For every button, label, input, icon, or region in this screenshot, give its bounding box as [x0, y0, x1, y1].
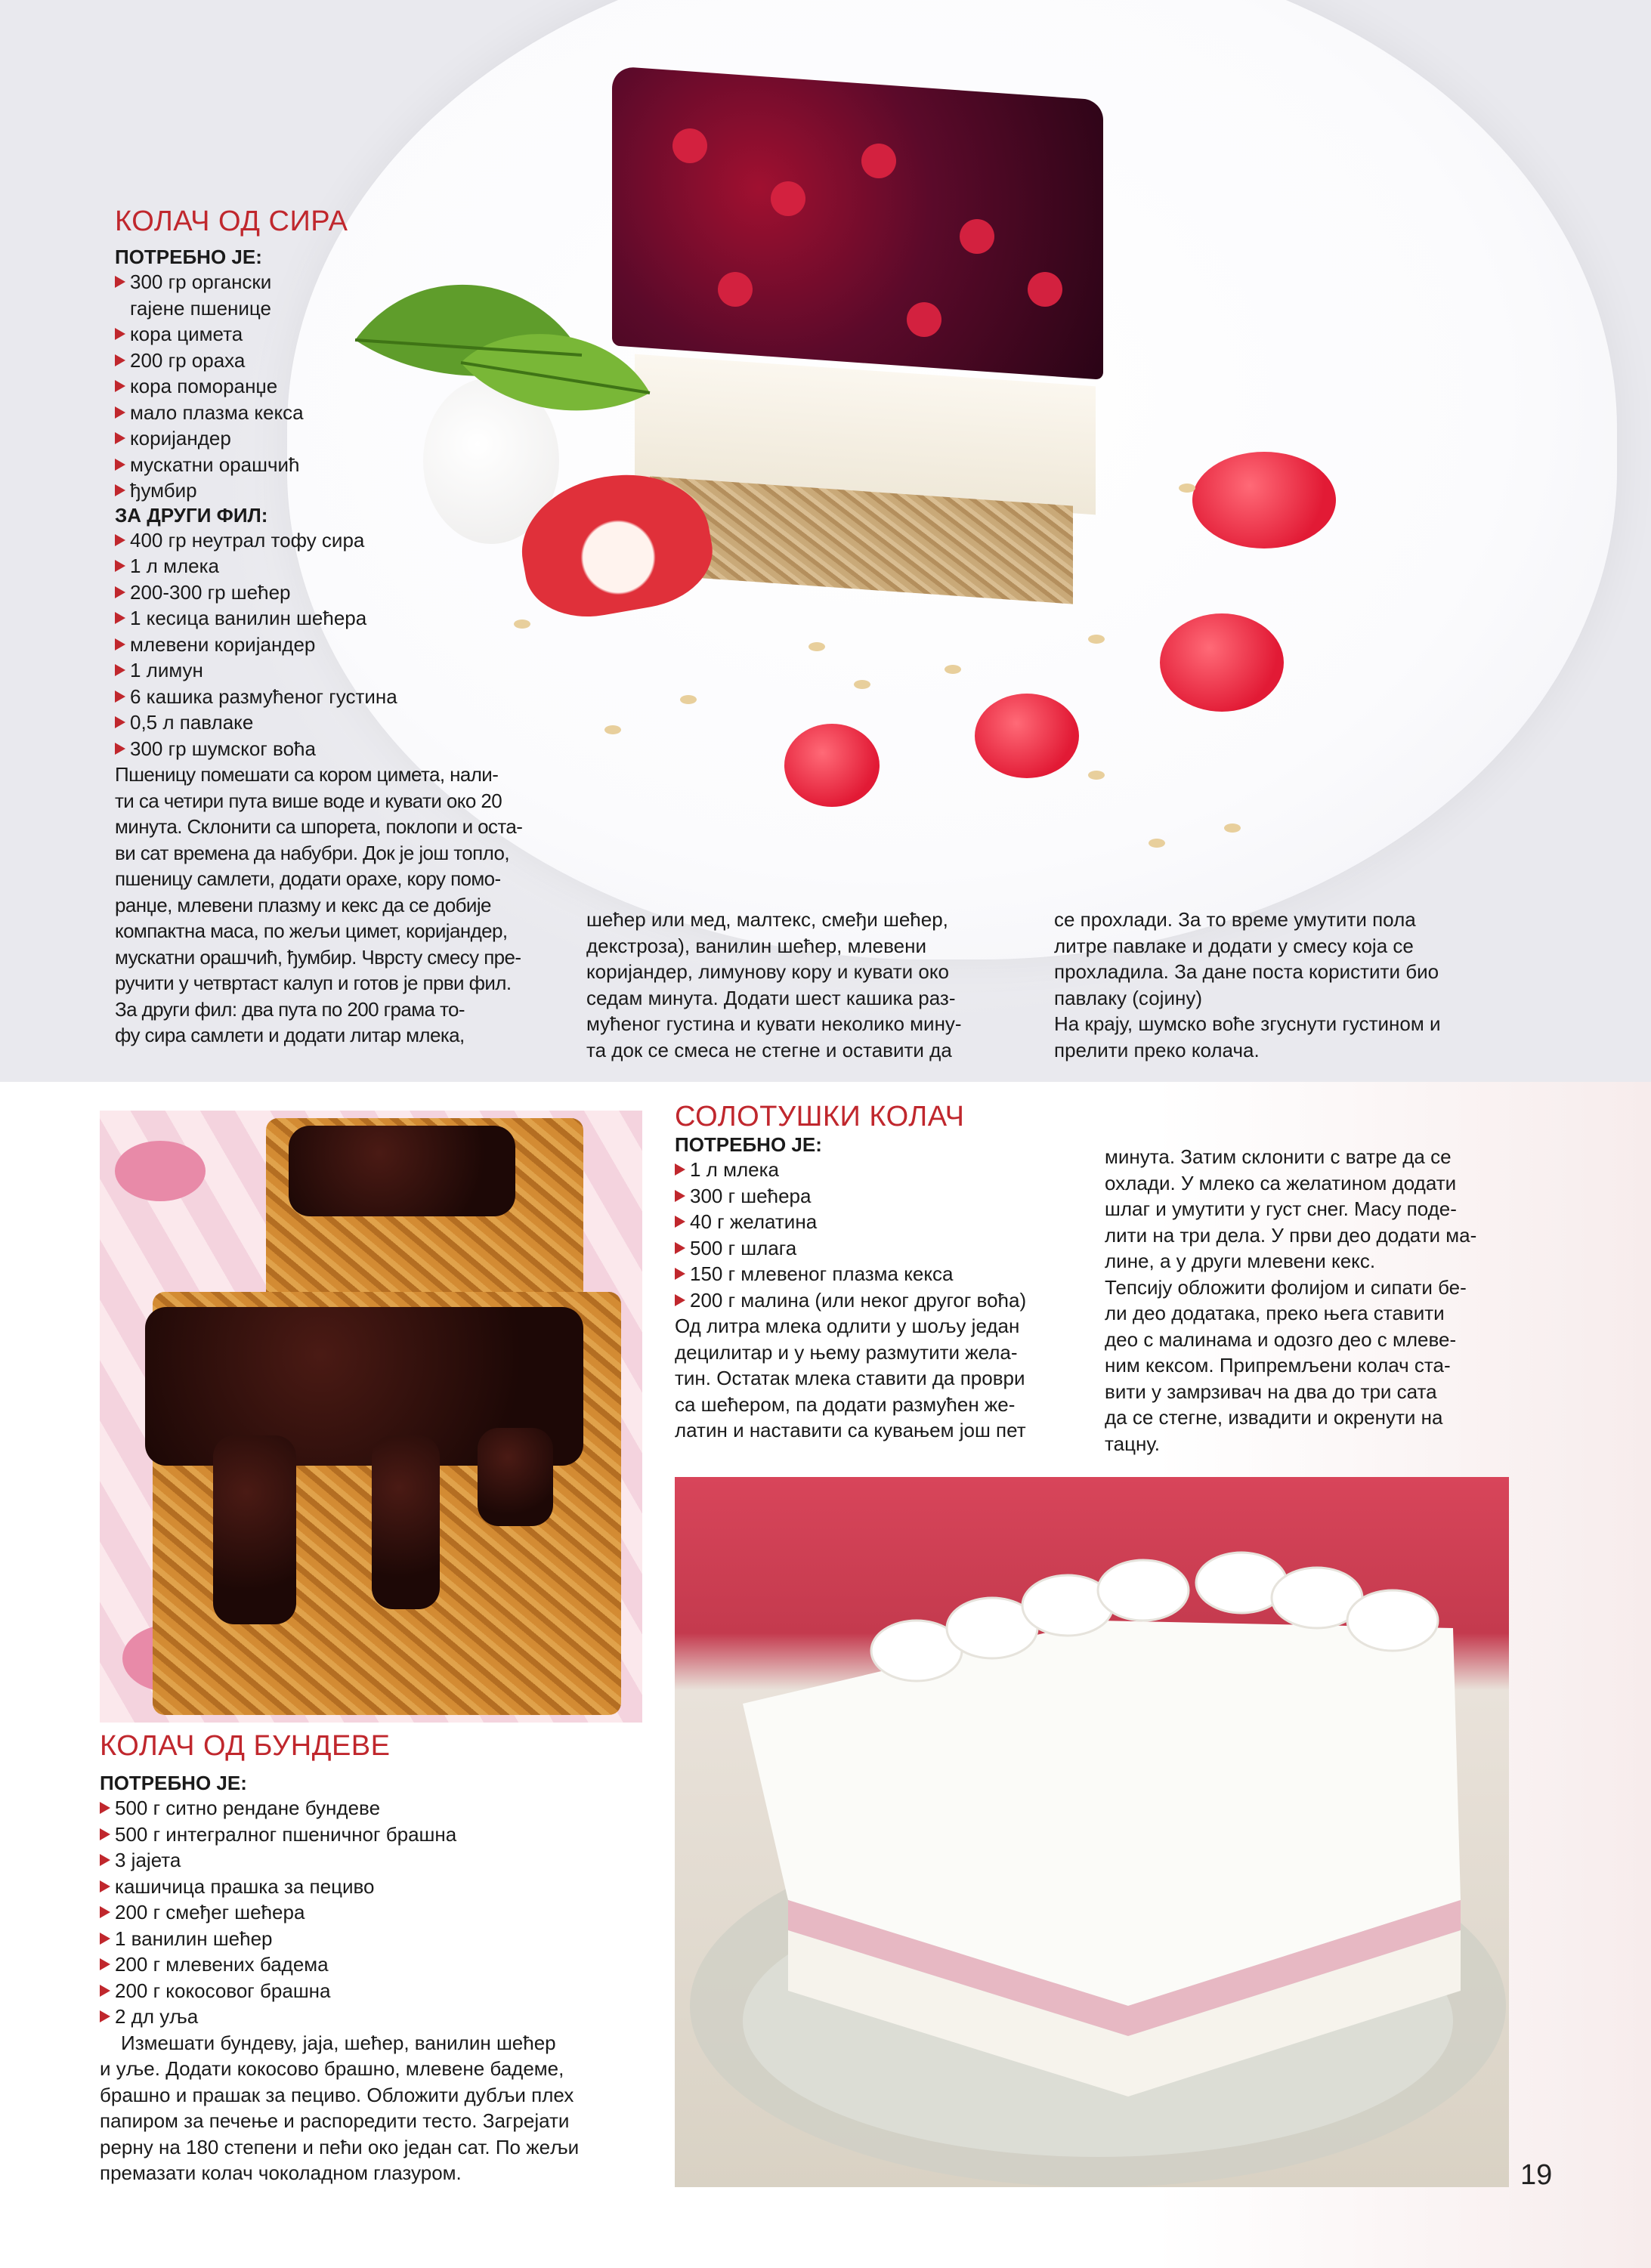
ingredient-list-second-filling [115, 527, 555, 762]
chocolate-drip [213, 1435, 296, 1624]
ingredient-item: мало плазма кекса [115, 400, 555, 426]
method-column-2: шећер или мед, малтекс, смеђи шећер, декстроза), ванилин шећер, млевени коријандер, лимунову кору и кувати око седам минута. Додати шест кашика раз- мућеног густина и кувати неколико мину- та док се смеса не стегне и оставити да [586, 908, 962, 1061]
pumpkin-cake-photo [100, 1111, 642, 1723]
chocolate-drip [478, 1428, 553, 1526]
berry [672, 128, 707, 163]
ingredient-item: 500 г интегралног пшеничног брашна [100, 1822, 644, 1848]
pine-nut [1149, 839, 1165, 848]
method-column-1: Од литра млека одлити у шољу један децилитар и у њему размутити жела- тин. Остатак млека ставити да проври са шећером, па додати размућен же- латин и наставити са кувањем још пет [675, 1315, 1026, 1441]
ingredient-item: 6 кашика размућеног густина [115, 684, 555, 710]
cake-illustration [675, 1477, 1509, 2187]
recipe-pumpkin-cake [100, 1730, 644, 2186]
berry [960, 219, 994, 254]
berry [718, 272, 753, 307]
berry-jelly-layer [612, 66, 1103, 379]
ingredient-item: ђумбир [115, 477, 555, 504]
ingredient-item: 1 л млека [675, 1157, 1077, 1183]
ingredient-item: 1 л млека [115, 553, 555, 579]
ingredient-item: 2 дл уља [100, 2004, 644, 2030]
pine-nut [808, 642, 825, 651]
ingredient-item: кора цимета [115, 321, 555, 348]
ingredient-item: коријандер [115, 425, 555, 452]
ingredient-item: 300 гр органски гајене пшенице [115, 269, 555, 321]
chocolate-glaze [289, 1126, 515, 1216]
ingredient-item: 400 гр неутрал тофу сира [115, 527, 555, 554]
raspberry-sauce-dot [784, 724, 880, 807]
ingredient-item: 500 г ситно рендане бундеве [100, 1795, 644, 1822]
ingredient-item: 1 лимун [115, 657, 555, 684]
ingredient-item: 3 јајета [100, 1847, 644, 1874]
pine-nut [604, 725, 621, 734]
method-text: Измешати бундеву, јаја, шећер, ванилин шећер и уље. Додати кокосово брашно, млевене бадеме, брашно и прашак за пециво. Обложити дубљи плех папиром за печење и распоредити тесто. Загрејати рерну на 180 степени и пећи око један сат. По жељи премазати колач чоколадном глазуром. [100, 2031, 580, 2184]
raspberry-sauce-dot [975, 694, 1079, 778]
ingredient-item: кашичица прашка за пециво [100, 1874, 644, 1900]
raspberry-sauce-dot [1160, 613, 1284, 712]
pine-nut [854, 680, 870, 689]
method-column-3: се прохлади. За то време умутити пола литре павлаке и додати у смесу која се прохладила. За дане поста користити био павлаку (сојину) На крају, шумско воће згуснути густином и прелити преко колача. [1054, 908, 1441, 1061]
recipe-title: СОЛОТУШКИ КОЛАЧ [675, 1101, 965, 1132]
ingredient-item: 1 кесица ванилин шећера [115, 605, 555, 632]
ingredient-item: 1 ванилин шећер [100, 1926, 644, 1952]
ingredient-item: 150 г млевеног плазма кекса [675, 1261, 1077, 1287]
chocolate-drip [372, 1435, 440, 1609]
ingredient-item: 200 гр ораха [115, 348, 555, 374]
pine-nut [680, 695, 697, 704]
solotushki-cake-photo [675, 1477, 1509, 2187]
pine-nut [1088, 771, 1105, 780]
ingredient-item: 300 г шећера [675, 1183, 1077, 1210]
ingredients-heading: ПОТРЕБНО ЈЕ: [115, 246, 262, 268]
ingredient-item: 200 г кокосовог брашна [100, 1978, 644, 2004]
method-column-1: Пшеницу помешати са кором цимета, нали- ти са четири пута више воде и кувати око 20 минута. Склонити са шпорета, поклопи и оста- ви сат времена да набубри. Док је још топло, пшеницу самлети, додати орахе, кору помо- ранџе, млевени плазму и кекс да се добије компактна маса, по жељи цимет, коријандер, мускатни орашчић, ђумбир. Чврсту смесу пре- ручити у четвртаст калуп и готов је први фил. За други фил: два пута по 200 грама то- фу сира самлети и додати литар млека, [115, 763, 523, 1046]
pine-nut [1224, 823, 1241, 833]
page-number: 19 [1520, 2159, 1553, 2191]
recipe-solotushki [675, 1101, 1077, 1444]
ingredient-item: кора поморанџе [115, 373, 555, 400]
ingredient-list [675, 1157, 1077, 1313]
ingredients-heading: ПОТРЕБНО ЈЕ: [100, 1772, 247, 1794]
ingredient-item: млевени коријандер [115, 632, 555, 658]
second-filling-heading: ЗА ДРУГИ ФИЛ: [115, 503, 268, 527]
method-column-2: минута. Затим склонити с ватре да се охлади. У млеко са желатином додати шлаг и умутити у густ снег. Масу поде- лити на три дела. У први део додати ма- лине, а у други млевени кекс. Тепсију обложити фолијом и сипати бе- ли део додатака, преко њега ставити део с малинама и одозго део с млеве- ним кексом. Припремљени колач ста- вити у замрзивач на два до три сата да се стегне, извадити и окренути на тацну. [1105, 1145, 1477, 1455]
recipe-cheesecake [115, 205, 555, 1049]
ingredient-item: 0,5 л павлаке [115, 709, 555, 736]
ingredient-list [115, 269, 555, 504]
berry [907, 302, 941, 337]
ingredient-item: мускатни орашчић [115, 452, 555, 478]
ingredient-item: 200 г малина (или неког другог воћа) [675, 1287, 1077, 1314]
ingredient-item: 300 гр шумског воћа [115, 736, 555, 762]
ingredient-item: 500 г шлага [675, 1235, 1077, 1262]
pine-nut [945, 665, 961, 674]
raspberry-sauce-dot [1192, 452, 1336, 548]
berry [771, 181, 805, 216]
ingredient-list [100, 1795, 644, 2030]
recipe-title: КОЛАЧ ОД СИРА [115, 205, 348, 237]
ingredient-item: 200 г млевених бадема [100, 1951, 644, 1978]
pine-nut [1179, 484, 1195, 493]
berry [861, 144, 896, 178]
ingredient-item: 40 г желатина [675, 1209, 1077, 1235]
ingredient-item: 200-300 гр шећер [115, 579, 555, 606]
recipe-title: КОЛАЧ ОД БУНДЕВЕ [100, 1730, 391, 1762]
ingredient-item: 200 г смеђег шећера [100, 1899, 644, 1926]
ingredients-heading: ПОТРЕБНО ЈЕ: [675, 1133, 822, 1156]
berry [1028, 272, 1062, 307]
pine-nut [1088, 635, 1105, 644]
tablecloth-flower [115, 1141, 206, 1201]
